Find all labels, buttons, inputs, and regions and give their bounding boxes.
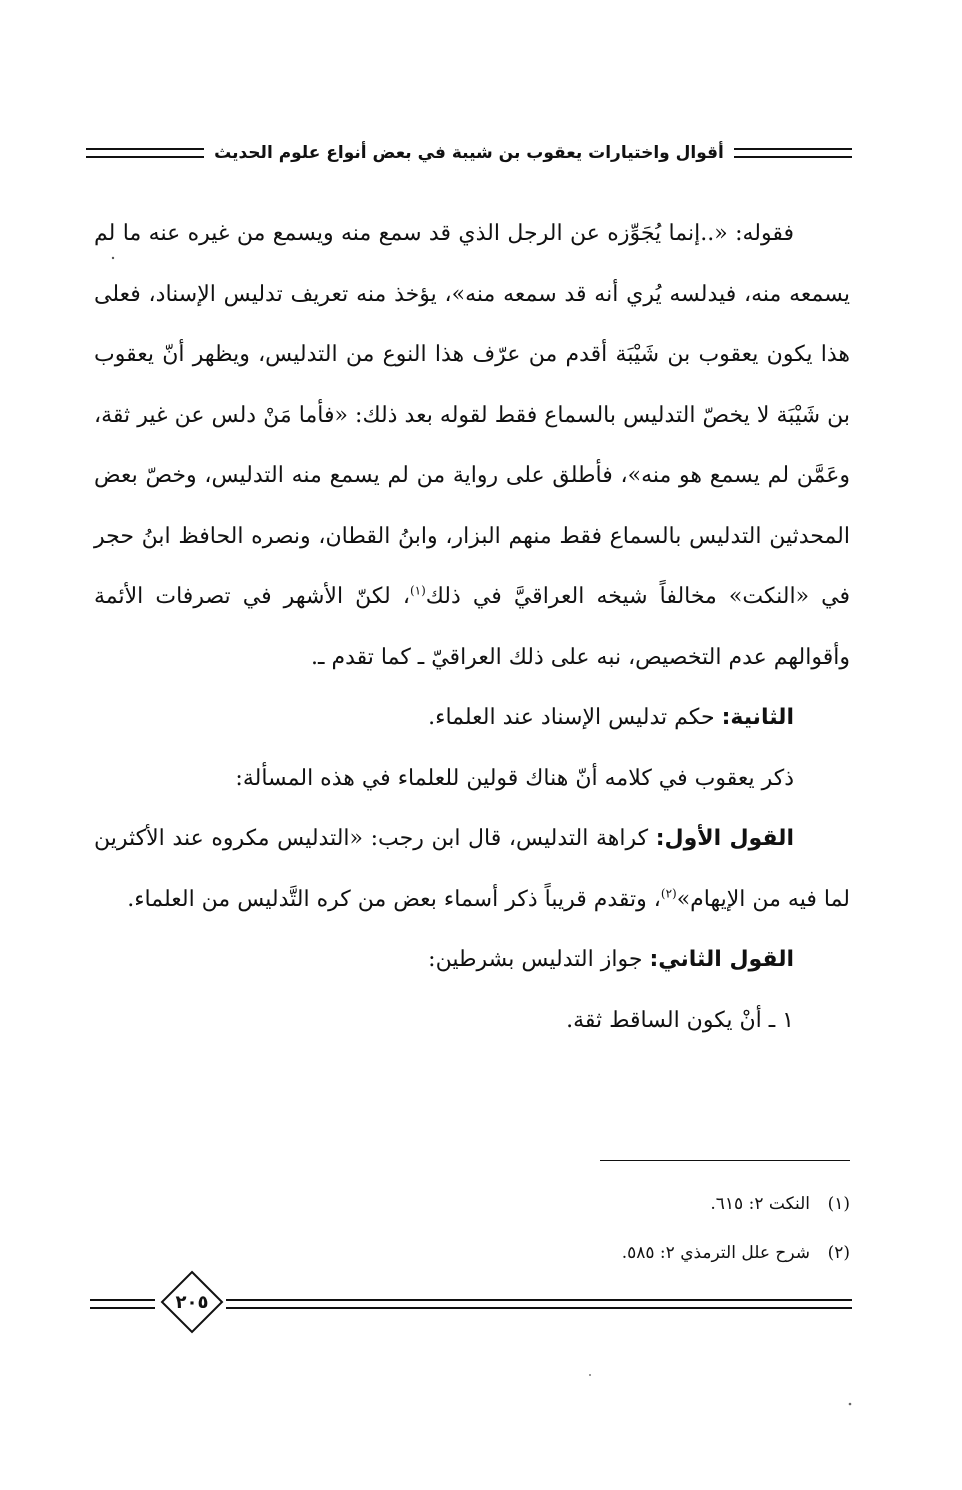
- paragraph-5-text: جواز التدليس بشرطين:: [428, 947, 650, 972]
- paragraph-4-end: ، وتقدم قريباً ذكر أسماء بعض من كره التَّدليس من العلماء.: [127, 886, 661, 912]
- footnote-2-text: شرح علل الترمذي ٢: ٥٨٥.: [621, 1243, 810, 1263]
- paragraph-4-text: كراهة التدليس، قال ابن رجب: «التدليس مكروه عند الأكثرين لما فيه من الإيهام»: [94, 826, 850, 912]
- heading-second: الثانية:: [721, 705, 794, 730]
- heading-first-opinion: القول الأول:: [655, 826, 794, 851]
- footnote-2-number: (٢): [827, 1243, 850, 1263]
- footnote-ref-1: (١): [409, 583, 426, 598]
- paragraph-1-end: ، لكنّ الأشهر في تصرفات الأئمة وأقوالهم عدم التخصيص، نبه على ذلك العراقيّ ـ كما تقدم ـ.: [94, 584, 850, 670]
- paragraph-6: ١ ـ أنْ يكون الساقط ثقة.: [566, 1007, 794, 1033]
- page-number: ٢٠٥: [175, 1291, 209, 1313]
- paragraph-2-text: حكم تدليس الإسناد عند العلماء.: [428, 705, 722, 730]
- paragraph-1-text: فقوله: «..إنما يُجَوِّزه عن الرجل الذي قد سمع منه ويسمع من غيره عنه ما لم يسمعه منه، فيدلسه يُري أنه قد سمعه منه»، يؤخذ منه تعريف تدليس الإسناد، فعلى هذا يكون يعقوب بن شَيْبَة أقدم من عرّف هذا النوع من التدليس، ويظهر أنّ يعقوب بن شَيْبَة لا يخصّ التدليس بالسماع فقط لقوله بعد ذلك: «فأما مَنْ دلس عن غير ثقة، وعَمَّن لم يسمع هو منه»، فأطلق على رواية من لم يسمع منه التدليس، وخصّ بعض المحدثين التدليس بالسماع فقط منهم البزار، وابنُ القطان، ونصره الحافظ ابنُ حجر في «النكت» مخالفاً شيخه العراقيَّ في ذلك: [94, 221, 850, 609]
- footnote-1-text: النكت ٢: ٦١٥.: [710, 1194, 810, 1214]
- running-header-title: أقوال واختيارات يعقوب بن شيبة في بعض أنواع علوم الحديث: [214, 143, 724, 163]
- heading-second-opinion: القول الثاني:: [649, 947, 794, 972]
- footnote-ref-2: (٢): [660, 886, 677, 901]
- paragraph-3: ذكر يعقوب في كلامه أنّ هناك قولين للعلماء في هذه المسألة:: [235, 765, 794, 791]
- footnote-1-number: (١): [827, 1194, 850, 1214]
